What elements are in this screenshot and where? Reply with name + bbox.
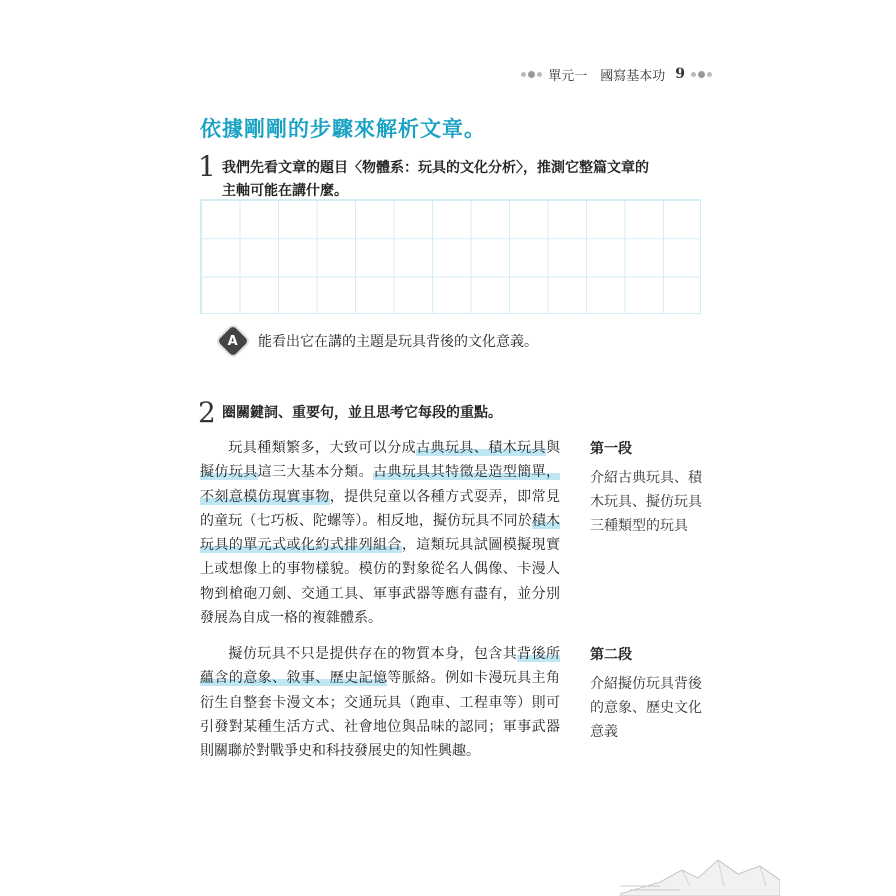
side-note-1 — [590, 438, 705, 538]
page-header — [512, 64, 712, 84]
page-number: 9 — [675, 66, 685, 82]
highlight: 古典玩具其特徵是造型簡單，不刻意模仿現實事物 — [200, 464, 561, 505]
side-note-2 — [590, 644, 705, 744]
paragraph-1: 玩具種類繁多，大致可以分成古典玩具、積木玩具與擬仿玩具這三大基本分類。古典玩具其特徵是造型簡單，不刻意模仿現實事物，提供兒童以各種方式耍弄，即常見的童玩（七巧板、陀螺等）。相反地，擬仿玩具不同於積木玩具的單元式或化約式排列組合，這類玩具試圖模擬現實上或想像上的事物樣貌。模仿的對象從名人偶像、卡漫人物到槍砲刀劍、交通工具、軍事武器等應有盡有，並分別發展為自成一格的複雜體系。 — [200, 440, 561, 627]
answer-1 — [222, 329, 622, 353]
side-note-2-body: 介紹擬仿玩具背後的意象、歷史文化意義 — [590, 676, 702, 740]
header-ornament-right — [691, 71, 712, 78]
question-2-text: 圈關鍵詞、重要句，並且思考它每段的重點。 — [222, 405, 502, 421]
question-1-line-2: 主軸可能在講什麼。 — [222, 183, 348, 199]
question-1-line-1: 我們先看文章的題目〈物體系：玩具的文化分析〉，推測它整篇文章的 — [222, 160, 649, 176]
highlight: 擬仿玩具 — [200, 464, 258, 481]
highlight: 背後所蘊含的意象、敘事、歷史記憶 — [200, 646, 561, 687]
highlight: 積木玩具的單元式或化約式排列組合 — [200, 512, 561, 554]
side-note-1-heading: 第一段 — [590, 441, 632, 457]
section-title: 依據剛剛的步驟來解析文章。 — [200, 117, 486, 141]
answer-badge: A — [217, 325, 248, 356]
chapter-title: 單元一 國寫基本功 — [548, 68, 666, 84]
question-1-number: 1 — [198, 150, 216, 183]
header-ornament-left — [521, 71, 542, 78]
question-2-number: 2 — [198, 396, 216, 429]
answer-1-text: 能看出它在講的主題是玩具背後的文化意義。 — [258, 334, 538, 350]
writing-grid[interactable] — [200, 199, 701, 314]
highlight: 古典玩具、積木玩具 — [416, 440, 547, 456]
side-note-2-heading: 第二段 — [590, 647, 632, 663]
side-note-1-body: 介紹古典玩具、積木玩具、擬仿玩具三種類型的玩具 — [590, 470, 702, 534]
mountain-decoration-icon — [620, 856, 780, 896]
question-1-text — [222, 157, 712, 203]
paragraph-2: 擬仿玩具不只是提供存在的物質本身，包含其背後所蘊含的意象、敘事、歷史記憶等脈絡。例如卡漫玩具主角衍生自整套卡漫文本；交通玩具（跑車、工程車等）則可引發對某種生活方式、社會地位與品味的認同；軍事武器則關聯於對戰爭史和科技發展史的知性興趣。 — [200, 646, 561, 760]
